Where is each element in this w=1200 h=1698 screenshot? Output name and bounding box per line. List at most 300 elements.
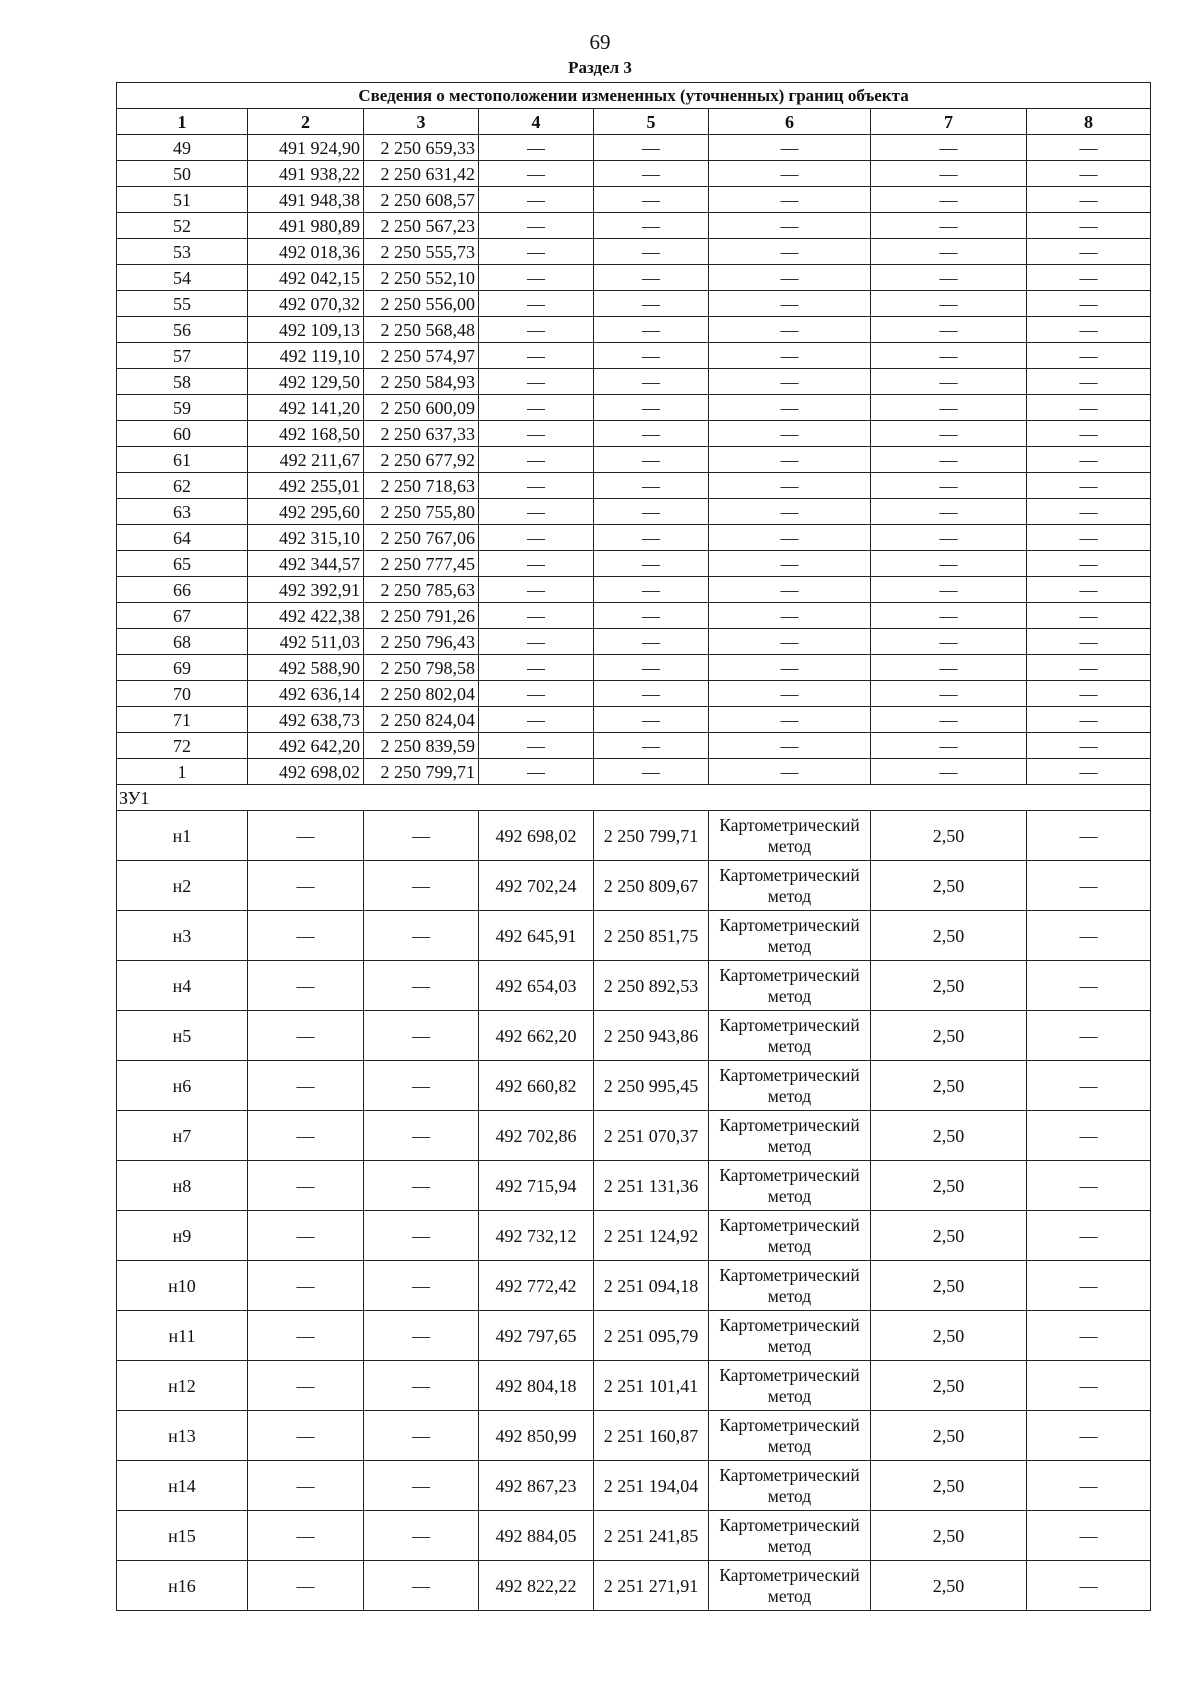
method-cell: Картометрический метод: [709, 861, 871, 911]
accuracy-cell: 2,50: [871, 1311, 1027, 1361]
empty-value-cell: —: [248, 961, 364, 1011]
empty-value-cell: —: [248, 1411, 364, 1461]
empty-value-cell: —: [1027, 861, 1151, 911]
empty-value-cell: —: [709, 759, 871, 785]
table-row: [117, 681, 1151, 707]
empty-value-cell: —: [594, 291, 709, 317]
table-caption: Сведения о местоположении измененных (уточненных) границ объекта: [117, 83, 1151, 109]
empty-value-cell: —: [1027, 811, 1151, 861]
empty-value-cell: —: [709, 447, 871, 473]
point-number-cell: н16: [117, 1561, 248, 1611]
point-number-cell: 50: [117, 161, 248, 187]
point-number-cell: н9: [117, 1211, 248, 1261]
empty-value-cell: —: [709, 629, 871, 655]
y-coordinate-cell: 2 250 555,73: [364, 239, 479, 265]
empty-value-cell: —: [1027, 707, 1151, 733]
empty-value-cell: —: [479, 681, 594, 707]
empty-value-cell: —: [364, 1161, 479, 1211]
empty-value-cell: —: [1027, 1311, 1151, 1361]
empty-value-cell: —: [709, 577, 871, 603]
empty-value-cell: —: [248, 911, 364, 961]
empty-value-cell: —: [1027, 161, 1151, 187]
point-number-cell: 58: [117, 369, 248, 395]
empty-value-cell: —: [248, 1311, 364, 1361]
empty-value-cell: —: [871, 265, 1027, 291]
x-coordinate-cell: 492 662,20: [479, 1011, 594, 1061]
x-coordinate-cell: 492 070,32: [248, 291, 364, 317]
accuracy-cell: 2,50: [871, 1161, 1027, 1211]
x-coordinate-cell: 492 109,13: [248, 317, 364, 343]
empty-value-cell: —: [1027, 135, 1151, 161]
empty-value-cell: —: [479, 473, 594, 499]
x-coordinate-cell: 492 715,94: [479, 1161, 594, 1211]
empty-value-cell: —: [594, 707, 709, 733]
table-row: [117, 811, 1151, 861]
y-coordinate-cell: 2 250 777,45: [364, 551, 479, 577]
table-row: [117, 447, 1151, 473]
empty-value-cell: —: [248, 1211, 364, 1261]
empty-value-cell: —: [364, 961, 479, 1011]
y-coordinate-cell: 2 251 101,41: [594, 1361, 709, 1411]
empty-value-cell: —: [364, 811, 479, 861]
empty-value-cell: —: [871, 525, 1027, 551]
empty-value-cell: —: [1027, 1561, 1151, 1611]
page-number: 69: [589, 30, 611, 54]
empty-value-cell: —: [1027, 265, 1151, 291]
accuracy-cell: 2,50: [871, 1261, 1027, 1311]
x-coordinate-cell: 492 884,05: [479, 1511, 594, 1561]
empty-value-cell: —: [871, 161, 1027, 187]
empty-value-cell: —: [871, 551, 1027, 577]
empty-value-cell: —: [594, 603, 709, 629]
method-cell: Картометрический метод: [709, 1311, 871, 1361]
empty-value-cell: —: [479, 343, 594, 369]
empty-value-cell: —: [1027, 395, 1151, 421]
point-number-cell: 56: [117, 317, 248, 343]
empty-value-cell: —: [709, 239, 871, 265]
accuracy-cell: 2,50: [871, 1361, 1027, 1411]
empty-value-cell: —: [364, 1411, 479, 1461]
empty-value-cell: —: [594, 473, 709, 499]
x-coordinate-cell: 492 702,86: [479, 1111, 594, 1161]
point-number-cell: н13: [117, 1411, 248, 1461]
empty-value-cell: —: [871, 291, 1027, 317]
empty-value-cell: —: [709, 707, 871, 733]
empty-value-cell: —: [594, 369, 709, 395]
x-coordinate-cell: 492 168,50: [248, 421, 364, 447]
y-coordinate-cell: 2 250 851,75: [594, 911, 709, 961]
y-coordinate-cell: 2 250 791,26: [364, 603, 479, 629]
point-number-cell: 51: [117, 187, 248, 213]
empty-value-cell: —: [594, 629, 709, 655]
table-row: [117, 861, 1151, 911]
y-coordinate-cell: 2 251 124,92: [594, 1211, 709, 1261]
x-coordinate-cell: 492 638,73: [248, 707, 364, 733]
point-number-cell: н5: [117, 1011, 248, 1061]
method-cell: Картометрический метод: [709, 1561, 871, 1611]
x-coordinate-cell: 492 698,02: [248, 759, 364, 785]
x-coordinate-cell: 492 804,18: [479, 1361, 594, 1411]
method-cell: Картометрический метод: [709, 1111, 871, 1161]
y-coordinate-cell: 2 250 659,33: [364, 135, 479, 161]
empty-value-cell: —: [871, 733, 1027, 759]
empty-value-cell: —: [594, 525, 709, 551]
point-number-cell: 52: [117, 213, 248, 239]
column-header: 4: [479, 109, 594, 135]
empty-value-cell: —: [1027, 447, 1151, 473]
empty-value-cell: —: [594, 759, 709, 785]
empty-value-cell: —: [709, 655, 871, 681]
point-number-cell: 1: [117, 759, 248, 785]
method-cell: Картометрический метод: [709, 1461, 871, 1511]
empty-value-cell: —: [479, 603, 594, 629]
group-label: ЗУ1: [117, 785, 1151, 811]
empty-value-cell: —: [479, 239, 594, 265]
x-coordinate-cell: 492 422,38: [248, 603, 364, 629]
y-coordinate-cell: 2 250 637,33: [364, 421, 479, 447]
table-row: [117, 1261, 1151, 1311]
empty-value-cell: —: [1027, 187, 1151, 213]
table-row: [117, 161, 1151, 187]
empty-value-cell: —: [248, 1161, 364, 1211]
accuracy-cell: 2,50: [871, 1561, 1027, 1611]
method-cell: Картометрический метод: [709, 911, 871, 961]
y-coordinate-cell: 2 250 943,86: [594, 1011, 709, 1061]
accuracy-cell: 2,50: [871, 1111, 1027, 1161]
point-number-cell: 55: [117, 291, 248, 317]
table-row: [117, 421, 1151, 447]
empty-value-cell: —: [709, 135, 871, 161]
empty-value-cell: —: [709, 421, 871, 447]
y-coordinate-cell: 2 250 556,00: [364, 291, 479, 317]
empty-value-cell: —: [594, 421, 709, 447]
x-coordinate-cell: 492 654,03: [479, 961, 594, 1011]
group-row: [117, 785, 1151, 811]
empty-value-cell: —: [1027, 1011, 1151, 1061]
table-row: [117, 577, 1151, 603]
table-row: [117, 291, 1151, 317]
x-coordinate-cell: 492 702,24: [479, 861, 594, 911]
empty-value-cell: —: [1027, 551, 1151, 577]
empty-value-cell: —: [248, 1561, 364, 1611]
x-coordinate-cell: 492 867,23: [479, 1461, 594, 1511]
x-coordinate-cell: 492 255,01: [248, 473, 364, 499]
empty-value-cell: —: [709, 317, 871, 343]
table-row: [117, 911, 1151, 961]
point-number-cell: н14: [117, 1461, 248, 1511]
table-row: [117, 187, 1151, 213]
y-coordinate-cell: 2 251 094,18: [594, 1261, 709, 1311]
point-number-cell: 64: [117, 525, 248, 551]
empty-value-cell: —: [248, 1061, 364, 1111]
table-row: [117, 213, 1151, 239]
x-coordinate-cell: 492 295,60: [248, 499, 364, 525]
point-number-cell: н3: [117, 911, 248, 961]
empty-value-cell: —: [594, 317, 709, 343]
point-number-cell: 66: [117, 577, 248, 603]
point-number-cell: 54: [117, 265, 248, 291]
empty-value-cell: —: [871, 759, 1027, 785]
table-row: [117, 707, 1151, 733]
empty-value-cell: —: [364, 1561, 479, 1611]
empty-value-cell: —: [871, 629, 1027, 655]
empty-value-cell: —: [479, 447, 594, 473]
empty-value-cell: —: [479, 369, 594, 395]
empty-value-cell: —: [1027, 1261, 1151, 1311]
y-coordinate-cell: 2 251 241,85: [594, 1511, 709, 1561]
y-coordinate-cell: 2 250 568,48: [364, 317, 479, 343]
empty-value-cell: —: [871, 317, 1027, 343]
empty-value-cell: —: [871, 395, 1027, 421]
x-coordinate-cell: 492 392,91: [248, 577, 364, 603]
table-row: [117, 473, 1151, 499]
method-cell: Картометрический метод: [709, 961, 871, 1011]
empty-value-cell: —: [709, 395, 871, 421]
empty-value-cell: —: [364, 911, 479, 961]
point-number-cell: 70: [117, 681, 248, 707]
point-number-cell: 71: [117, 707, 248, 733]
point-number-cell: н8: [117, 1161, 248, 1211]
empty-value-cell: —: [871, 369, 1027, 395]
empty-value-cell: —: [709, 473, 871, 499]
y-coordinate-cell: 2 250 584,93: [364, 369, 479, 395]
method-cell: Картометрический метод: [709, 1261, 871, 1311]
table-row: [117, 551, 1151, 577]
empty-value-cell: —: [248, 1461, 364, 1511]
table-row: [117, 265, 1151, 291]
y-coordinate-cell: 2 250 799,71: [594, 811, 709, 861]
empty-value-cell: —: [709, 525, 871, 551]
column-header: 8: [1027, 109, 1151, 135]
empty-value-cell: —: [709, 681, 871, 707]
empty-value-cell: —: [479, 499, 594, 525]
point-number-cell: н4: [117, 961, 248, 1011]
y-coordinate-cell: 2 250 839,59: [364, 733, 479, 759]
point-number-cell: н11: [117, 1311, 248, 1361]
y-coordinate-cell: 2 250 567,23: [364, 213, 479, 239]
table-row: [117, 317, 1151, 343]
empty-value-cell: —: [479, 317, 594, 343]
empty-value-cell: —: [871, 135, 1027, 161]
accuracy-cell: 2,50: [871, 1461, 1027, 1511]
empty-value-cell: —: [594, 265, 709, 291]
point-number-cell: 57: [117, 343, 248, 369]
empty-value-cell: —: [479, 525, 594, 551]
empty-value-cell: —: [871, 447, 1027, 473]
empty-value-cell: —: [594, 213, 709, 239]
empty-value-cell: —: [364, 1011, 479, 1061]
point-number-cell: 62: [117, 473, 248, 499]
empty-value-cell: —: [871, 499, 1027, 525]
y-coordinate-cell: 2 250 574,97: [364, 343, 479, 369]
table-row: [117, 499, 1151, 525]
method-cell: Картометрический метод: [709, 1211, 871, 1261]
table-row: [117, 525, 1151, 551]
empty-value-cell: —: [479, 161, 594, 187]
empty-value-cell: —: [709, 499, 871, 525]
empty-value-cell: —: [594, 551, 709, 577]
empty-value-cell: —: [1027, 239, 1151, 265]
empty-value-cell: —: [364, 1361, 479, 1411]
y-coordinate-cell: 2 251 131,36: [594, 1161, 709, 1211]
point-number-cell: н6: [117, 1061, 248, 1111]
empty-value-cell: —: [364, 861, 479, 911]
empty-value-cell: —: [594, 135, 709, 161]
y-coordinate-cell: 2 250 995,45: [594, 1061, 709, 1111]
point-number-cell: 53: [117, 239, 248, 265]
empty-value-cell: —: [871, 681, 1027, 707]
table-row: [117, 759, 1151, 785]
point-number-cell: 72: [117, 733, 248, 759]
y-coordinate-cell: 2 250 631,42: [364, 161, 479, 187]
empty-value-cell: —: [871, 577, 1027, 603]
empty-value-cell: —: [479, 213, 594, 239]
method-cell: Картометрический метод: [709, 1061, 871, 1111]
empty-value-cell: —: [1027, 1461, 1151, 1511]
empty-value-cell: —: [1027, 1161, 1151, 1211]
y-coordinate-cell: 2 251 095,79: [594, 1311, 709, 1361]
method-cell: Картометрический метод: [709, 1161, 871, 1211]
empty-value-cell: —: [594, 161, 709, 187]
table-row: [117, 135, 1151, 161]
empty-value-cell: —: [1027, 343, 1151, 369]
x-coordinate-cell: 491 938,22: [248, 161, 364, 187]
empty-value-cell: —: [594, 733, 709, 759]
empty-value-cell: —: [709, 213, 871, 239]
empty-value-cell: —: [1027, 577, 1151, 603]
empty-value-cell: —: [479, 135, 594, 161]
point-number-cell: н2: [117, 861, 248, 911]
table-row: [117, 1361, 1151, 1411]
x-coordinate-cell: 492 511,03: [248, 629, 364, 655]
x-coordinate-cell: 492 141,20: [248, 395, 364, 421]
accuracy-cell: 2,50: [871, 1061, 1027, 1111]
empty-value-cell: —: [1027, 629, 1151, 655]
y-coordinate-cell: 2 251 160,87: [594, 1411, 709, 1461]
point-number-cell: 49: [117, 135, 248, 161]
point-number-cell: 68: [117, 629, 248, 655]
table-row: [117, 603, 1151, 629]
empty-value-cell: —: [1027, 961, 1151, 1011]
y-coordinate-cell: 2 250 824,04: [364, 707, 479, 733]
x-coordinate-cell: 492 636,14: [248, 681, 364, 707]
table-row: [117, 655, 1151, 681]
x-coordinate-cell: 492 797,65: [479, 1311, 594, 1361]
table-row: [117, 1561, 1151, 1611]
empty-value-cell: —: [594, 655, 709, 681]
empty-value-cell: —: [479, 265, 594, 291]
y-coordinate-cell: 2 250 809,67: [594, 861, 709, 911]
point-number-cell: н12: [117, 1361, 248, 1411]
point-number-cell: н1: [117, 811, 248, 861]
empty-value-cell: —: [871, 187, 1027, 213]
empty-value-cell: —: [1027, 369, 1151, 395]
empty-value-cell: —: [871, 239, 1027, 265]
table-row: [117, 1111, 1151, 1161]
table-row: [117, 1511, 1151, 1561]
empty-value-cell: —: [479, 187, 594, 213]
accuracy-cell: 2,50: [871, 861, 1027, 911]
empty-value-cell: —: [479, 577, 594, 603]
empty-value-cell: —: [594, 343, 709, 369]
empty-value-cell: —: [364, 1061, 479, 1111]
boundary-coordinates-table: [116, 82, 1151, 1611]
column-header: 2: [248, 109, 364, 135]
y-coordinate-cell: 2 250 552,10: [364, 265, 479, 291]
point-number-cell: 59: [117, 395, 248, 421]
x-coordinate-cell: 492 660,82: [479, 1061, 594, 1111]
empty-value-cell: —: [1027, 1511, 1151, 1561]
y-coordinate-cell: 2 250 755,80: [364, 499, 479, 525]
y-coordinate-cell: 2 250 798,58: [364, 655, 479, 681]
table-row: [117, 629, 1151, 655]
x-coordinate-cell: 491 924,90: [248, 135, 364, 161]
method-cell: Картометрический метод: [709, 1511, 871, 1561]
empty-value-cell: —: [479, 629, 594, 655]
x-coordinate-cell: 492 588,90: [248, 655, 364, 681]
empty-value-cell: —: [871, 421, 1027, 447]
table-row: [117, 369, 1151, 395]
point-number-cell: 65: [117, 551, 248, 577]
accuracy-cell: 2,50: [871, 1511, 1027, 1561]
empty-value-cell: —: [594, 239, 709, 265]
accuracy-cell: 2,50: [871, 1411, 1027, 1461]
column-header: 1: [117, 109, 248, 135]
point-number-cell: н7: [117, 1111, 248, 1161]
y-coordinate-cell: 2 251 070,37: [594, 1111, 709, 1161]
empty-value-cell: —: [1027, 1211, 1151, 1261]
accuracy-cell: 2,50: [871, 911, 1027, 961]
point-number-cell: н10: [117, 1261, 248, 1311]
empty-value-cell: —: [1027, 681, 1151, 707]
empty-value-cell: —: [709, 291, 871, 317]
empty-value-cell: —: [594, 187, 709, 213]
empty-value-cell: —: [871, 707, 1027, 733]
table-row: [117, 343, 1151, 369]
empty-value-cell: —: [709, 343, 871, 369]
table-row: [117, 395, 1151, 421]
x-coordinate-cell: 492 732,12: [479, 1211, 594, 1261]
empty-value-cell: —: [594, 577, 709, 603]
y-coordinate-cell: 2 251 271,91: [594, 1561, 709, 1611]
y-coordinate-cell: 2 250 799,71: [364, 759, 479, 785]
empty-value-cell: —: [364, 1311, 479, 1361]
empty-value-cell: —: [709, 369, 871, 395]
method-cell: Картометрический метод: [709, 1361, 871, 1411]
y-coordinate-cell: 2 251 194,04: [594, 1461, 709, 1511]
empty-value-cell: —: [1027, 291, 1151, 317]
empty-value-cell: —: [709, 551, 871, 577]
empty-value-cell: —: [248, 811, 364, 861]
point-number-cell: 60: [117, 421, 248, 447]
empty-value-cell: —: [1027, 1111, 1151, 1161]
accuracy-cell: 2,50: [871, 961, 1027, 1011]
empty-value-cell: —: [594, 447, 709, 473]
x-coordinate-cell: 491 948,38: [248, 187, 364, 213]
x-coordinate-cell: 492 822,22: [479, 1561, 594, 1611]
x-coordinate-cell: 492 042,15: [248, 265, 364, 291]
empty-value-cell: —: [364, 1211, 479, 1261]
x-coordinate-cell: 492 344,57: [248, 551, 364, 577]
empty-value-cell: —: [364, 1511, 479, 1561]
empty-value-cell: —: [479, 395, 594, 421]
y-coordinate-cell: 2 250 677,92: [364, 447, 479, 473]
table-row: [117, 961, 1151, 1011]
x-coordinate-cell: 492 018,36: [248, 239, 364, 265]
empty-value-cell: —: [1027, 473, 1151, 499]
empty-value-cell: —: [1027, 655, 1151, 681]
empty-value-cell: —: [248, 1111, 364, 1161]
